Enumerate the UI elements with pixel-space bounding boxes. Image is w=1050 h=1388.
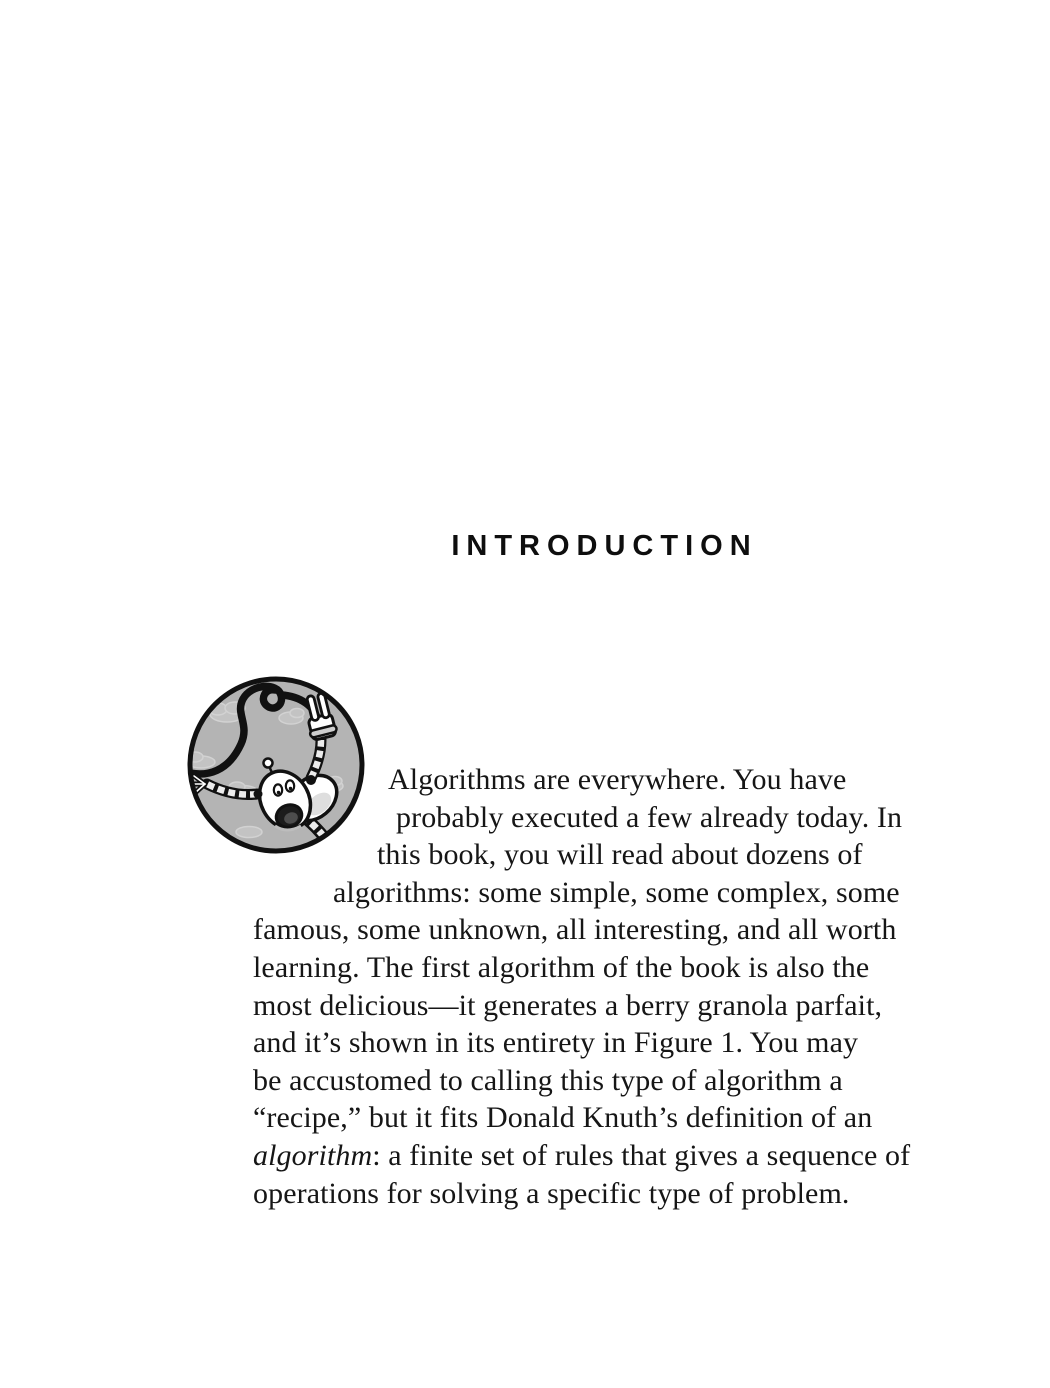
paragraph-line: probably executed a few already today. In [396, 800, 903, 834]
intro-paragraph [253, 761, 963, 1212]
paragraph-line: famous, some unknown, all interesting, and all worth [253, 913, 897, 947]
paragraph-line: algorithms: some simple, some complex, some [333, 875, 900, 909]
paragraph-line: this book, you will read about dozens of [377, 838, 863, 872]
paragraph-line: most delicious—it generates a berry granola parfait, [253, 988, 883, 1022]
chapter-title: INTRODUCTION [451, 530, 758, 562]
paragraph-line: and it’s shown in its entirety in Figure 1. You may [253, 1026, 859, 1060]
paragraph-line: learning. The first algorithm of the book is also the [253, 950, 870, 984]
paragraph-line: be accustomed to calling this type of algorithm a [253, 1063, 843, 1097]
italic-term: algorithm [253, 1138, 373, 1172]
paragraph-line: “recipe,” but it fits Donald Knuth’s definition of an [253, 1101, 873, 1135]
paragraph-line [253, 1137, 963, 1175]
paragraph-line-rest: : a finite set of rules that gives a sequence of [372, 1138, 911, 1172]
paragraph-line: Algorithms are everywhere. You have [388, 763, 847, 796]
paragraph-line: operations for solving a specific type of problem. [253, 1176, 850, 1210]
